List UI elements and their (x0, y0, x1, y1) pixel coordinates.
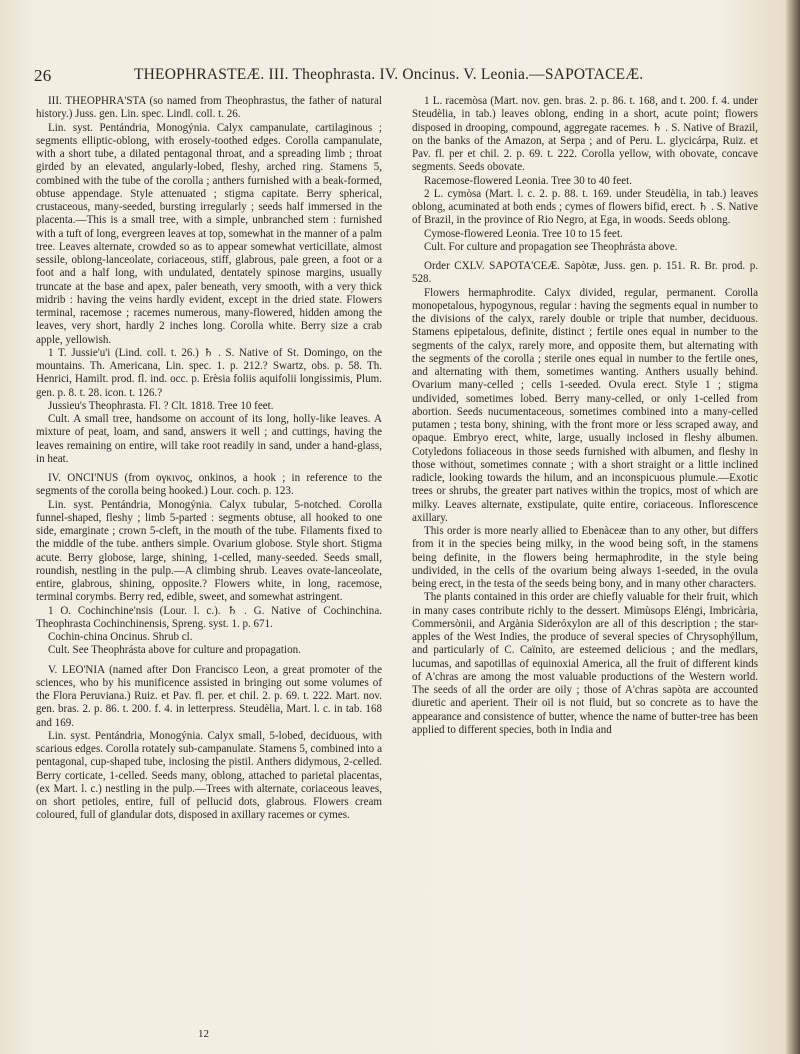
paragraph: 2 L. cymòsa (Mart. l. c. 2. p. 88. t. 169. under Steudèlia, in tab.) leaves oblong, acuminated at both ends ; cymes of flowers bifid, erect. ♄ . S. Native of Brazil, in the province of Rio Negro, at Ega, in woods. Seeds oblong. (412, 187, 758, 227)
paragraph: Flowers hermaphrodite. Calyx divided, regular, permanent. Corolla monopetalous, hypogynous, regular : having the segments equal in number to the divisions of the calyx, rarely double or triple that number, deciduous. Stamens epipetalous, definite, distinct ; fertile ones equal in number to the segments of the calyx, rarely more, and opposite them, but alternating with the segments of the corolla ; sterile ones equal in number to the fertile ones, and alternating with them, sometimes wanting. Anthers usually behind. Ovarium many-celled ; cells 1-seeded. Ovula erect. Style 1 ; stigma undivided, sometimes lobed. Berry many-celled, or only 1-celled from abortion. Seeds nucumentaceous, sometimes combined into a many-celled putamen ; testa bony, shining, with the front more or less scraped away, and opaque. Embryo erect, white, large, usually inclosed in fleshy albumen. Cotyledons foliaceous in those seeds furnished with albumen, and fleshy in those without, sometimes connate ; with a short straight or a little inclined radicle, looking towards the hilum, and an inconspicuous plumule.—Exotic trees or shrubs, the greater part natives within the tropics, most of which are milky. Leaves alternate, exstipulate, quite entire, coriaceous. Inflorescence axillary. (412, 286, 758, 524)
page-spine-shadow (786, 0, 800, 1054)
paragraph: Cochin-china Oncinus. Shrub cl. (48, 631, 193, 643)
paragraph: Lin. syst. Pentándria, Monogýnia. Calyx small, 5-lobed, deciduous, with scarious edges. Corolla rotately sub-campanulate. Stamens 5, combined into a pentagonal, cup-shaped tube, inclosing the pistil. Anthers didymous, 2-celled. Berry corticate, 1-celled. Seeds many, oblong, attached to parietal placentas, (ex Mart. l. c.) nestling in the pulp.—Trees with alternate, coriaceous leaves, on short petioles, entire, full of pellucid dots, glabrous. Flowers cream coloured, full of glandular dots, disposed in axillary racemes or cymes. (36, 729, 382, 822)
paragraph: Cymose-flowered Leonia. Tree 10 to 15 feet. (424, 227, 623, 240)
paragraph: III. THEOPHRA'STA (so named from Theophrastus, the father of natural history.) Juss. gen. Lin. spec. Lindl. coll. t. 26. (36, 95, 382, 121)
page-number: 26 (34, 66, 52, 85)
paragraph: Cult. For culture and propagation see Theophrásta above. (424, 240, 678, 253)
paragraph: This order is more nearly allied to Ebenàceæ than to any other, but differs from it in the species being milky, in the wood being soft, in the stamens being definite, in the flowers being hermaphrodite, in the style being undivided, in the cells of the ovarium being always 1-seeded, in the ovula being erect, in the testa of the seeds being bony, and in many other characters. (412, 525, 758, 590)
paragraph: The plants contained in this order are chiefly valuable for their fruit, which in many cases contribute richly to the dessert. Mimùsops Eléngi, Imbricària, Commersònii, and Argània Sideróxylon are all of this description ; the star-apples of the West Indies, the produce of several species of Chrysophýllum, and particularly of C. Caïnìto, are esteemed delicious ; and the medlars, lucumas, and sapotillas of equinoxial America, all the fruit of different kinds of A'chras are among the most valuable productions of the Western world. The seeds of all the order are oily ; those of A'chras sapòta are accounted diuretic and aperient. Their oil is not fluid, but so concrete as to have the appearance and consistence of butter, whence the name of butter-tree has been applied to different species, both in India and (412, 591, 758, 736)
right-column (412, 95, 758, 737)
order-heading: Order CXLV. SAPOTA'CEÆ. Sapòtæ, Juss. gen. p. 151. R. Br. prod. p. 528. (412, 260, 758, 286)
paragraph: 1 O. Cochinchine'nsis (Lour. l. c.). ♄ . G. Native of Cochinchina. Theophrasta Cochinchinensis, Spreng. syst. 1. p. 671. (36, 604, 382, 630)
paragraph: IV. ONCI'NUS (from ογκινος, onkinos, a hook ; in reference to the segments of the corolla being hooked.) Lour. coch. p. 123. (36, 472, 382, 498)
left-column (36, 95, 382, 823)
paragraph: Racemose-flowered Leonia. Tree 30 to 40 feet. (424, 174, 632, 187)
signature-mark: 12 (198, 1028, 209, 1040)
paragraph: Jussieu's Theophrasta. Fl. ? Clt. 1818. Tree 10 feet. (48, 399, 274, 412)
paragraph: 1 L. racemòsa (Mart. nov. gen. bras. 2. p. 86. t. 168, and t. 200. f. 4. under Steudèlia, in tab.) leaves oblong, ending in a short, acute point; flowers disposed in drooping, compound, aggregate racemes. ♄ . S. Native of Brazil, on the banks of the Amazon, at Serpa ; and of Peru. L. glycicárpa, Ruiz. et Pav. fl. per et chil. 2. p. 69. t. 222. Corolla yellow, with obovate, concave segments. Seeds obovate. (412, 95, 758, 174)
paragraph: V. LEO'NIA (named after Don Francisco Leon, a great promoter of the sciences, who by his munificence assisted in bringing out some volumes of the Flora Peruviana.) Ruiz. et Pav. fl. per. et chil. 2. p. 69. t. 222. Mart. nov. gen. bras. 2. p. 86. t. 200. f. 4. in letterpress. Steudèlia, Mart. l. c. in tab. 168 and 169. (36, 663, 382, 729)
running-head: THEOPHRASTEÆ. III. Theophrasta. IV. Oncinus. V. Leonia.—SAPOTACEÆ. (134, 66, 644, 83)
page-header (34, 66, 774, 88)
paragraph: Cult. A small tree, handsome on account of its long, holly-like leaves. A mixture of peat, loam, and sand, answers it well ; and cuttings, having the leaves remaining on entire, will take root readily in sand, under a hand-glass, in heat. (36, 413, 382, 465)
paragraph: 1 T. Jussie'u'i (Lind. coll. t. 26.) ♄ . S. Native of St. Domingo, on the mountains. Th. Americana, Lin. spec. 1. p. 212.? Swartz, obs. p. 58. Th. Henrici, Hamilt. prod. fl. ind. occ. p. Erèsia foliis aquifolii longissimis, Plum. gen. p. 8. t. 28. icon. t. 126.? (36, 346, 382, 399)
paragraph: Lin. syst. Pentándria, Monogýnia. Calyx campanulate, cartilaginous ; segments elliptic-oblong, with erosely-toothed edges. Corolla campanulate, with a short tube, a dilated pentagonal throat, and a spreading limb ; throat girded by an elevated, angularly-lobed, fleshy, arched ring. Stamens 5, combined with the tube of the corolla ; anthers furnished with a beak-formed, obtuse appendage. Style attenuated ; stigma capitate. Berry spherical, crustaceous, many-seeded, bursting irregularly ; seeds half immersed in the placenta.—This is a small tree, with a simple, unbranched stem : furnished with a tuft of long, evergreen leaves at top, somewhat in the manner of a palm tree. Leaves alternate, crowded so as to appear somewhat verticillate, almost sessile, oblong-lanceolate, coriaceous, stiff, glabrous, pale green, a foot or a foot and a half long, with undulated, dentately spinose margins, usually truncate at the base and apex, paler beneath, very smooth, with a very thick midrib : having the veins hardly evident, except in the dried state. Flowers terminal, racemose ; racemes numerous, many-flowered, hidden among the leaves, very short, hardly 2 inches long. Corolla white. Berry size a crab apple, yellowish. (36, 121, 382, 346)
paragraph: Lin. syst. Pentándria, Monogýnia. Calyx tubular, 5-notched. Corolla funnel-shaped, fleshy ; limb 5-parted : segments obtuse, all hooked to one side, emarginate ; crown 5-cleft, in the mouth of the tube. Filaments fixed to the middle of the tube. anthers simple. Ovarium globose. Style short. Stigma acute. Berry globose, large, shining, 1-celled, many-seeded. Seeds small, roundish, nestling in the pulp.—A climbing shrub. Leaves ovate-lanceolate, entire, glabrous, shining, opposite.? Flowers white, in long, racemose, terminal corymbs. Berry red, edible, sweet, and somewhat astringent. (36, 498, 382, 604)
paragraph: Cult. See Theophrásta above for culture and propagation. (48, 644, 301, 657)
